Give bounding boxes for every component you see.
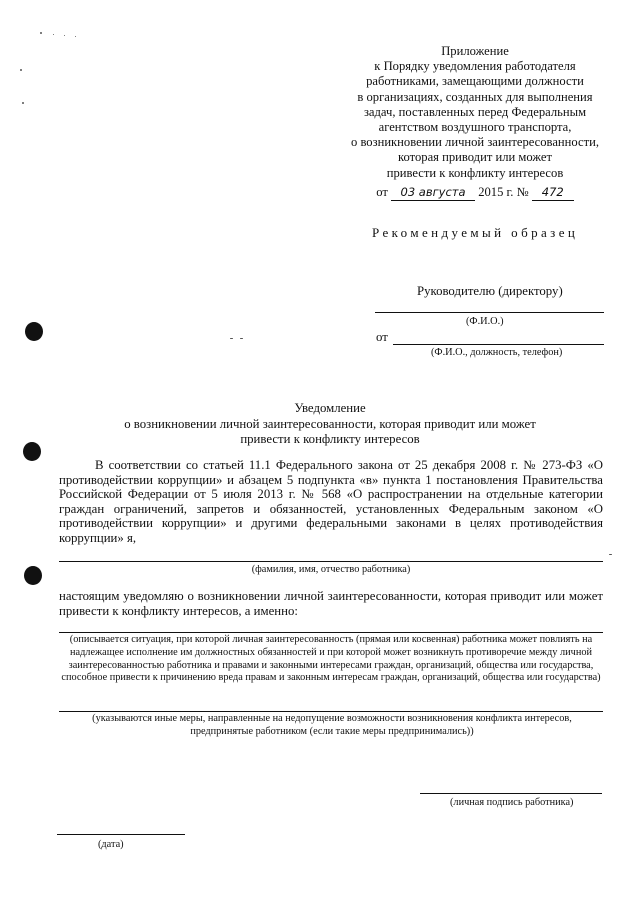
scan-speck (230, 338, 233, 339)
notice-title-line: о возникновении личной заинтересованности, которая приводит или может (124, 416, 536, 431)
employee-name-line (59, 561, 603, 562)
scan-speck (240, 338, 243, 339)
punch-hole-3 (24, 566, 42, 585)
handwritten-date: 03 августа (391, 185, 475, 201)
appendix-line: Приложение (441, 44, 509, 58)
scan-speck (64, 35, 65, 36)
date-caption: (дата) (98, 839, 124, 850)
notice-title-line: Уведомление (294, 401, 366, 415)
notice-title-line: привести к конфликту интересов (240, 432, 420, 446)
appendix-date-line (320, 185, 630, 201)
employee-name-caption: (фамилия, имя, отчество работника) (251, 564, 411, 575)
appendix-line: к Порядку уведомления работодателя (374, 59, 576, 74)
date-prefix: от (376, 184, 388, 199)
scan-speck (22, 102, 24, 104)
handwritten-number: 472 (532, 185, 574, 201)
punch-hole-2 (23, 442, 41, 461)
scan-speck (75, 36, 76, 37)
date-year: 2015 г. № (478, 184, 529, 199)
scan-speck (40, 32, 42, 34)
appendix-line: агентством воздушного транспорта, (378, 120, 572, 135)
date-line (57, 834, 185, 835)
situation-line (59, 632, 603, 633)
addressee-label: Руководителю (директору) (417, 284, 563, 298)
notice-title (60, 401, 600, 448)
measures-line (59, 711, 603, 712)
appendix-line: работниками, замещающими должности (366, 74, 584, 89)
situation-caption: (описывается ситуация, при которой личная заинтересованность (прямая или косвенная) работника может повлиять на надлежащее исполнение им должностных обязанностей и при которой может возникнуть противоречие между личной заинтересованностью работника и правами и законными интересами граждан, организаций, общества или государства, способное привести к причинению вреда правам и законным интересам граждан, организаций, общества или государства) (61, 634, 601, 684)
appendix-line: привести к конфликту интересов (386, 165, 564, 180)
appendix-line: которая приводит или может (398, 150, 552, 165)
appendix-line: задач, поставленных перед Федеральным (363, 104, 587, 119)
legal-basis-paragraph: В соответствии со статьей 11.1 Федерального закона от 25 декабря 2008 г. № 273-ФЗ «О противодействии коррупции» и абзацем 5 подпункта «в» пункта 1 постановления Правительства Российской Федерации от 5 июля 2013 г. № 568 «О распространении на отдельные категории граждан ограничений, запретов и обязанностей, установленных Федеральным законом «О противодействии коррупции» и другими федеральными законами в целях противодействия коррупции» я, (59, 458, 603, 545)
appendix-header (320, 44, 630, 201)
scan-speck (53, 34, 54, 35)
signature-line (420, 793, 602, 794)
scan-speck (609, 554, 612, 555)
addressee-fio-line (375, 312, 604, 313)
signature-caption: (личная подпись работника) (450, 797, 574, 808)
notify-paragraph: настоящим уведомляю о возникновении личной заинтересованности, которая приводит или может привести к конфликту интересов, а именно: (59, 589, 603, 618)
recommended-sample-label: Рекомендуемый образец (372, 225, 579, 240)
measures-caption: (указываются иные меры, направленные на недопущение возможности возникновения конфликта интересов, предпринятые работником (если такие меры предпринимались)) (92, 713, 572, 737)
from-line (393, 344, 604, 345)
appendix-line: о возникновении личной заинтересованности, (351, 135, 599, 150)
punch-hole-1 (25, 322, 43, 341)
from-prefix: от (376, 330, 388, 344)
scan-speck (20, 69, 22, 71)
appendix-line: в организациях, созданных для выполнения (357, 89, 593, 104)
from-caption: (Ф.И.О., должность, телефон) (431, 347, 563, 358)
addressee-fio-caption: (Ф.И.О.) (466, 316, 504, 327)
